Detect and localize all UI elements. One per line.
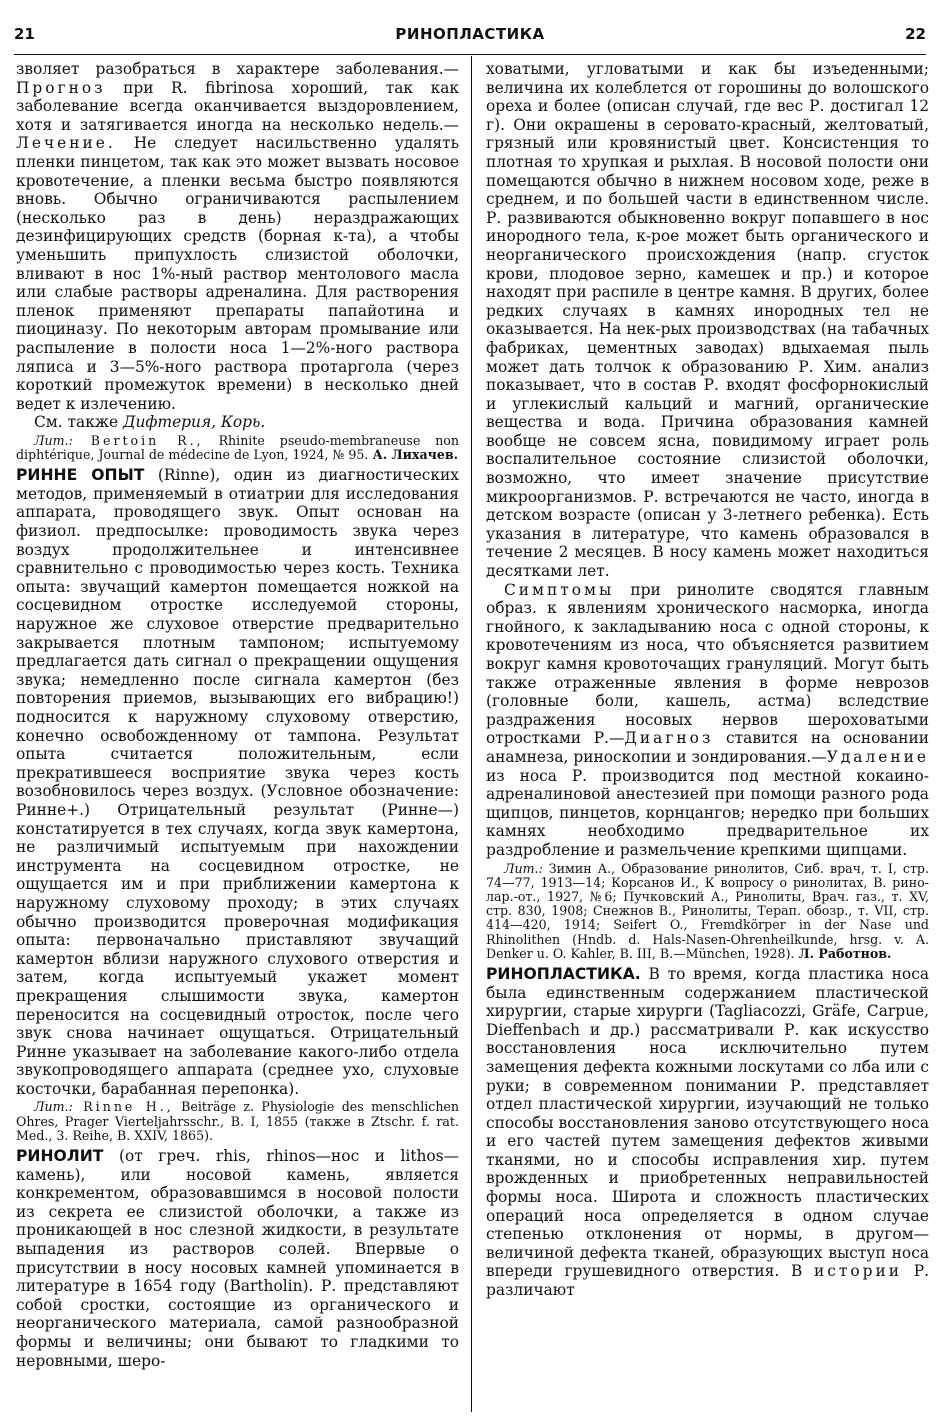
header-rule bbox=[14, 54, 926, 55]
term-diagnoz: Диагноз bbox=[624, 729, 714, 748]
term-symptomy: Симптомы bbox=[504, 580, 615, 599]
article-rinne: РИННЕ ОПЫТ (Rinne), один из диагностических методов, применяемый в отиатрии для исследования аппарата, проводящего звук. Опыт основан на физиол. предпосылке: проводимость звука через воздух продолжительнее и интенсивнее сравнительно с проводимостью через кость. Техника опыта: звучащий камертон помещается ножкой на сосцевидном отростке исследуемой стороны, наружное же слуховое отверстие предварительно закрывается плотным тампоном; испытуемому предлагается дать сигнал о прекращении ощущения звука; немедленно после сигнала камертон (без повторения приемов, вызывающих его вибрацию!) подносится к наружному слуховому отверстию, конечно освобожденному от тампона. Результат опыта считается положительным, если прекратившееся восприятие звука через кость возобновилось через воздух. (Условное обозначение: Ринне+.) Отрицательный результат (Ринне—) констатируется в тех случаях, когда звук камертона, не различимый испытуемым при нахождении инструмента на сосцевидном отростке, не ощущается им и при приближении камертона к наружному слуховому проходу; в этих случаях обычно производится проверочная модификация опыта: первоначально приставляют звучащий камертон вблизи наружного слухового отверстия и затем, когда испытуемый укажет момент прекращения слышимости звука, камертон переносится на сосцевидный отросток, после чего звук снова начинает ощущаться. Отрицательный Ринне указывает на заболевание какого-либо отдела звукопроводящего аппарата (среднее ухо, слуховые косточки, барабанная перепонка). bbox=[16, 466, 459, 1098]
literature-block: Лит.: Зимин А., Образование ринолитов, Сиб. врач, т. I, стр. 74—77, 1913—14; Корсанов И., К вопросу о ринолитах, В. рино-лар.-от., 1927, №6; Пучковский А., Ринолиты, Врач. газ., т. XV, стр. 830, 1908; Снежнов В., Ринолиты, Терап. обозр., т. VII, стр. 414—420, 1914; Seifert O., Fremdkörper in der Nase und Rhinolithen (Hndb. d. Hals-Nasen-Ohrenheilkunde, hrsg. v. A. Denker u. O. Kahler, B. III, B.—München, 1928). Л. Работнов. bbox=[486, 860, 929, 961]
author-signature: А. Лихачев. bbox=[372, 447, 458, 463]
author-signature: Л. Работнов. bbox=[798, 945, 892, 961]
see-also: См. также Дифтерия, Корь. bbox=[34, 413, 266, 432]
column-divider bbox=[471, 56, 472, 1412]
running-header bbox=[14, 22, 926, 46]
paragraph-symptoms: Симптомы при ринолите сводятся главным образ. к явлениям хронического насморка, иногда гнойного, к закладыванию носа с одной стороны, к кровотечениям из носа, что объясняется развитием вокруг камня кровоточащих грануляций. Могут быть также отраженные явления в форме неврозов (головные боли, кашель, астма) вследствие раздражения носовых нервов шероховатыми отростками Р.—Диагноз ставится на основании анамнеза, риноскопии и зондирования.—Удаление из носа Р. производится под местной кокаино-адреналиновой анестезией при помощи разного рода щипцов, пинцетов, корнцангов; нередко при больших камнях необходимо предварительное их раздробление и размельчение крепкими щипцами. bbox=[486, 580, 929, 859]
page-title: РИНОПЛАСТИКА bbox=[395, 25, 545, 43]
see-also-links: Дифтерия, Корь. bbox=[123, 413, 266, 432]
article-heading: РИНОПЛАСТИКА. bbox=[486, 964, 641, 983]
article-heading: РИННЕ ОПЫТ bbox=[16, 466, 145, 485]
article-rinoplastika: РИНОПЛАСТИКА. В то время, когда пластика носа была единственным содержанием пластической хирургии, старые хирурги (Tagliacozzi, Gräfe, Carpue, Dieffenbach и др.) рассматривали Р. как искусство восстановления носа исключительно путем замещения дефекта кожными лоскутами со лба или с руки; в современном понимании Р. представляет отдел пластической хирургии, изучающий не только способы восстановления заново отсутствующего носа и его частей путем замещения дефектов живыми тканями, но и способы исправления хир. путем врожденных и приобретенных неправильностей формы носа. Широта и сложность пластических операций носа определяется в одном случае степенью отклонения от нормы, в другом—величиной дефекта тканей, образующих выступ носа впереди грушевидного отверстия. В истории Р. различают bbox=[486, 964, 929, 1300]
term-prognoz: Прогноз bbox=[16, 78, 106, 97]
page-number-right: 22 bbox=[905, 25, 926, 43]
article-heading: РИНОЛИТ bbox=[16, 1147, 104, 1166]
left-column bbox=[16, 60, 459, 1370]
term-istorii: истории bbox=[813, 1262, 903, 1281]
right-column bbox=[486, 60, 929, 1300]
article-rinolit: РИНОЛИТ (от греч. rhis, rhinos—нос и lithos—камень), или носовой камень, является конкрементом, образовавшимся в носовой полости из секрета ее слизистой оболочки, а также из проникающей в нос слезной жидкости, в результате выпадения из растворов солей. Впервые о присутствии в носу носовых камней упоминается в литературе в 1654 году (Bartholin). Р. представляют собой сростки, состоящие из органического и неорганического материала, самой разнообразной формы и величины; они бывают то гладкими то неровными, шеро- bbox=[16, 1147, 459, 1370]
paragraph: ховатыми, угловатыми и как бы изъеденными; величина их колеблется от горошины до волошского ореха и более (описан случай, где вес Р. достигал 12 г). Они окрашены в серовато-красный, желтоватый, грязный или кровянистый цвет. Консистенция то плотная то хрупкая и рыхлая. В носовой полости они помещаются обычно в нижнем носовом ходе, реже в среднем, и по большей части в единственном числе. Р. развиваются обыкновенно вокруг попавшего в нос инородного тела, к-рое может быть органического и неорганического происхождения (напр. сгусток крови, плодовое зерно, камешек и пр.) и которое находят при распиле в центре камня. В других, более редких случаях в камнях инородных тел не оказывается. На нек-рых производствах (на табачных фабриках, цементных заводах) вдыхаемая пыль может дать толчок к образованию Р. Хим. анализ показывает, что в состав Р. входят фосфорнокислый и углекислый кальций и магний, органические вещества и вода. Причина образования камней вообще не совсем ясна, повидимому играет роль воспалительное состояние слизистой оболочки, возможно, что имеет значение присутствие микроорганизмов. Р. встречаются не часто, иногда в детском возрасте (описан у 3-летнего ребенка). Есть указания в литературе, что камень образовался в течение 2 месяцев. В носу камень может находиться десятками лет. bbox=[486, 60, 929, 581]
literature-block: Лит.: Bertoin R., Rhinite pseudo-membraneuse non diphtérique, Journal de médecine de Lyon, 1924, № 95. А. Лихачев. bbox=[16, 432, 459, 463]
literature-block: Лит.: Rinne H., Beiträge z. Physiologie des menschlichen Ohres, Prager Vierteljahrsschr., B. I, 1855 (также в Ztschr. f. rat. Med., 3. Reihe, B. XXIV, 1865). bbox=[16, 1099, 459, 1143]
term-udalenie: Удаление bbox=[826, 747, 929, 766]
page-number-left: 21 bbox=[14, 25, 35, 43]
term-lechenie: Лечение. bbox=[16, 134, 116, 153]
paragraph: зволяет разобраться в характере заболевания.—Прогноз при R. fibrinosa хороший, так как заболевание всегда оканчивается выздоровлением, хотя и затягивается иногда на несколько недель.—Лечение. Не следует насильственно удалять пленки пинцетом, так как это может вызвать носовое кровотечение, а пленки весьма быстро появляются вновь. Обычно ограничиваются распылением (несколько раз в день) нераздражающих дезинфицирующих средств (борная к-та), а чтобы уменьшить припухлость слизистой оболочки, вливают в нос 1%-ный раствор ментолового масла или слабые растворы адреналина. Для растворения пленок применяют препараты папайотина и пиоциназу. По некоторым авторам промывание или распыление в полости носа 1—2%-ного раствора ляписа и 3—5%-ного раствора протаргола (через короткий промежуток времени) в несколько дней ведет к излечению. bbox=[16, 60, 459, 413]
